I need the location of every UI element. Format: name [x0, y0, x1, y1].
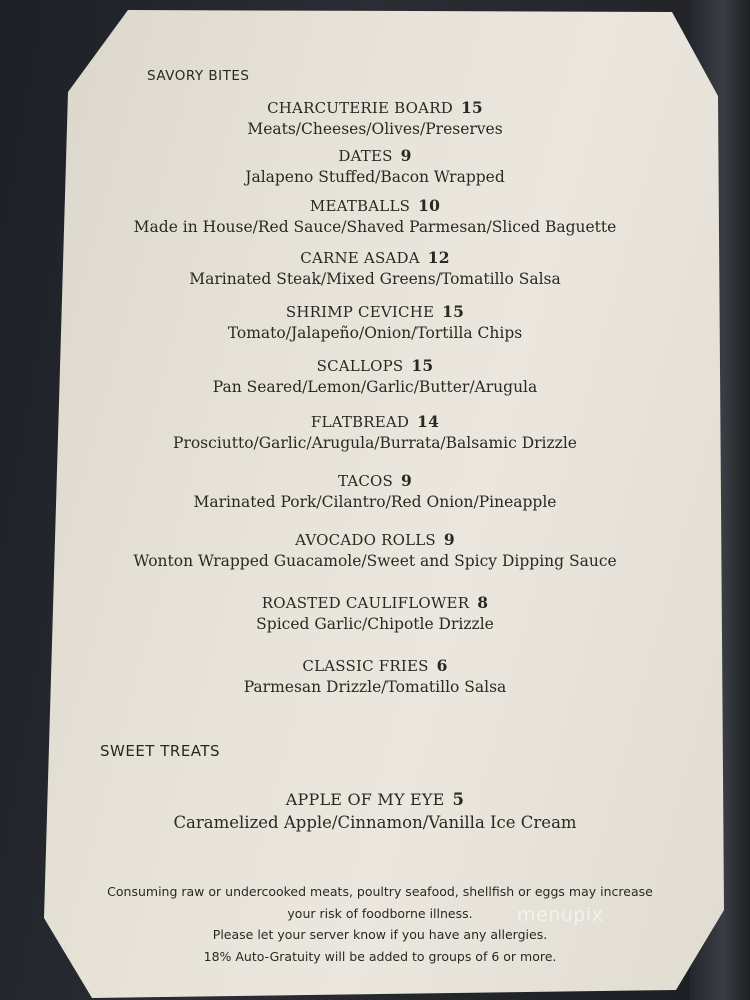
- item-price: 14: [417, 412, 440, 431]
- item-description: Caramelized Apple/Cinnamon/Vanilla Ice Cream: [173, 813, 577, 832]
- item-price: 8: [477, 593, 489, 612]
- item-price: 15: [411, 356, 434, 375]
- item-description: Wonton Wrapped Guacamole/Sweet and Spicy Dipping Sauce: [133, 552, 617, 570]
- item-description: Meats/Cheeses/Olives/Preserves: [247, 120, 503, 138]
- item-price: 15: [460, 98, 483, 117]
- section-title-sweet-treats: SWEET TREATS: [100, 742, 221, 760]
- item-description: Spiced Garlic/Chipotle Drizzle: [256, 615, 494, 633]
- menu-item-shrimp-ceviche: [0, 302, 750, 343]
- item-price: 12: [427, 248, 450, 267]
- item-price: 9: [400, 146, 412, 165]
- item-name: APPLE OF MY EYE: [285, 790, 445, 809]
- item-price: 9: [401, 471, 413, 490]
- notice-line-4: 18% Auto-Gratuity will be added to groups of 6 or more.: [203, 948, 557, 964]
- item-price: 6: [436, 656, 448, 675]
- menu-item-roasted-cauliflower: [0, 593, 750, 634]
- item-description: Prosciutto/Garlic/Arugula/Burrata/Balsamic Drizzle: [173, 434, 577, 452]
- item-price: 15: [442, 302, 465, 321]
- menu-item-meatballs: [0, 196, 750, 237]
- menu-item-charcuterie-board: [0, 98, 750, 139]
- menu-item-carne-asada: [0, 248, 750, 289]
- item-description: Tomato/Jalapeño/Onion/Tortilla Chips: [227, 324, 523, 342]
- menu-item-apple-of-my-eye: [0, 789, 750, 834]
- item-description: Marinated Steak/Mixed Greens/Tomatillo Salsa: [189, 270, 561, 288]
- menu-item-dates: [0, 146, 750, 187]
- item-name: CLASSIC FRIES: [302, 657, 429, 675]
- menu-item-tacos: [0, 471, 750, 512]
- menupix-watermark: menupix: [517, 904, 604, 926]
- notice-line-1: Consuming raw or undercooked meats, poultry seafood, shellfish or eggs may increase: [107, 884, 653, 899]
- section-title-savory-bites: SAVORY BITES: [147, 68, 250, 84]
- item-name: FLATBREAD: [310, 413, 410, 431]
- item-name: ROASTED CAULIFLOWER: [261, 594, 470, 612]
- item-description: Jalapeno Stuffed/Bacon Wrapped: [245, 168, 505, 186]
- menu-item-avocado-rolls: [0, 530, 750, 571]
- item-name: TACOS: [337, 472, 394, 490]
- item-name: SCALLOPS: [316, 357, 404, 375]
- item-description: Pan Seared/Lemon/Garlic/Butter/Arugula: [212, 378, 538, 396]
- notice-line-3: Please let your server know if you have any allergies.: [212, 927, 548, 942]
- notice-line-2: your risk of foodborne illness.: [287, 905, 473, 921]
- item-name: MEATBALLS: [309, 197, 411, 215]
- item-name: CARNE ASADA: [300, 249, 420, 267]
- item-description: Parmesan Drizzle/Tomatillo Salsa: [243, 678, 507, 696]
- item-name: CHARCUTERIE BOARD: [267, 99, 453, 117]
- item-description: Marinated Pork/Cilantro/Red Onion/Pineapple: [193, 493, 557, 511]
- item-name: DATES: [338, 147, 393, 165]
- item-description: Made in House/Red Sauce/Shaved Parmesan/Sliced Baguette: [133, 218, 617, 236]
- item-price: 5: [452, 790, 465, 809]
- allergy-notice: [0, 881, 750, 967]
- menu-item-flatbread: [0, 412, 750, 453]
- menu-item-scallops: [0, 356, 750, 397]
- item-price: 10: [418, 196, 441, 215]
- menu-item-classic-fries: [0, 656, 750, 697]
- item-price: 9: [443, 530, 455, 549]
- item-name: SHRIMP CEVICHE: [285, 303, 435, 321]
- item-name: AVOCADO ROLLS: [295, 531, 436, 549]
